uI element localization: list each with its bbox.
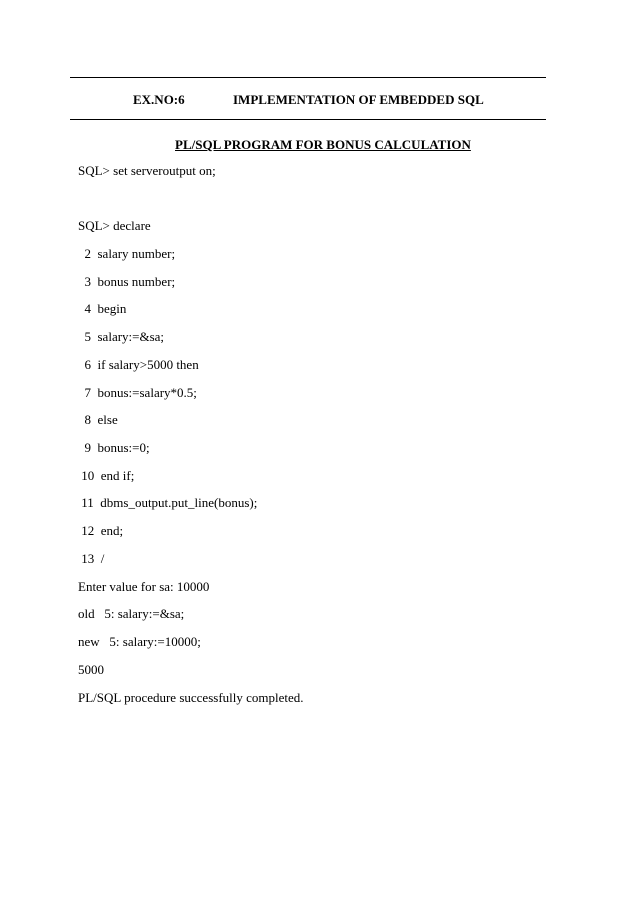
- output-line: Enter value for sa: 10000: [78, 579, 210, 594]
- code-line: 13 /: [78, 551, 105, 566]
- code-line: 2 salary number;: [78, 246, 176, 261]
- code-line: 11 dbms_output.put_line(bonus);: [78, 495, 258, 510]
- code-line: SQL> declare: [78, 218, 151, 233]
- code-line: 3 bonus number;: [78, 274, 176, 289]
- program-title: PL/SQL PROGRAM FOR BONUS CALCULATION: [175, 137, 471, 152]
- code-line: 9 bonus:=0;: [78, 440, 150, 455]
- code-line: 12 end;: [78, 523, 124, 538]
- output-line: new 5: salary:=10000;: [78, 634, 201, 649]
- code-line: 5 salary:=&sa;: [78, 329, 165, 344]
- code-line: 10 end if;: [78, 468, 135, 483]
- exercise-title: IMPLEMENTATION OF EMBEDDED SQL: [233, 92, 484, 107]
- output-line: 5000: [78, 662, 104, 677]
- output-line: PL/SQL procedure successfully completed.: [78, 690, 304, 705]
- code-line: 6 if salary>5000 then: [78, 357, 199, 372]
- output-line: old 5: salary:=&sa;: [78, 606, 185, 621]
- code-line: SQL> set serveroutput on;: [78, 163, 216, 178]
- exercise-header: [0, 92, 638, 112]
- code-line: 7 bonus:=salary*0.5;: [78, 385, 197, 400]
- bottom-rule: [70, 119, 546, 120]
- exercise-number: EX.NO:6: [133, 92, 185, 107]
- code-line: 8 else: [78, 412, 118, 427]
- code-line: 4 begin: [78, 301, 127, 316]
- top-rule: [70, 77, 546, 78]
